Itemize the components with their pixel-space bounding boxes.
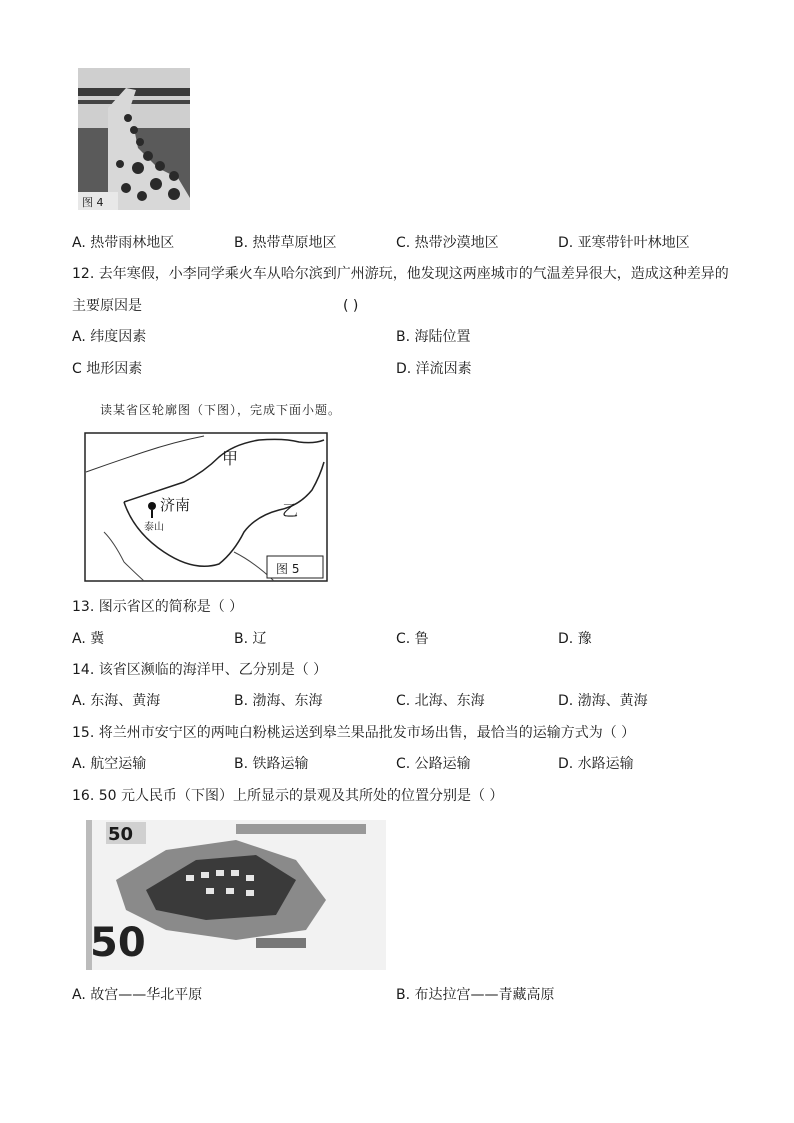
q13-stem: 13. 图示省区的简称是（ ） [72,599,244,615]
q15-option-b[interactable]: B. 铁路运输 [234,756,309,772]
q12-option-b[interactable]: B. 海陆位置 [396,329,471,345]
q11-option-c[interactable]: C. 热带沙漠地区 [396,235,499,251]
q16-option-a[interactable]: A. 故宫——华北平原 [72,987,203,1003]
q13-option-d[interactable]: D. 豫 [558,631,592,647]
q13-option-b[interactable]: B. 辽 [234,631,267,647]
q12-option-a[interactable]: A. 纬度因素 [72,329,147,345]
q13-option-c[interactable]: C. 鲁 [396,631,429,647]
figure-5-province-map [84,432,328,582]
q14-option-c[interactable]: C. 北海、东海 [396,693,485,709]
map-label-jinan: 济南 [160,496,191,514]
q14-option-b[interactable]: B. 渤海、东海 [234,693,323,709]
q14-option-a[interactable]: A. 东海、黄海 [72,693,161,709]
map-label-jia: 甲 [222,449,239,468]
q11-option-d[interactable]: D. 亚寒带针叶林地区 [558,235,690,251]
q15-option-a[interactable]: A. 航空运输 [72,756,147,772]
q11-option-a[interactable]: A. 热带雨林地区 [72,235,175,251]
q13-option-a[interactable]: A. 冀 [72,631,105,647]
banknote-denomination-bottom: 50 [90,920,146,966]
q14-option-d[interactable]: D. 渤海、黄海 [558,693,648,709]
q14-stem: 14. 该省区濒临的海洋甲、乙分别是（ ） [72,662,328,678]
q16-option-b[interactable]: B. 布达拉宫——青藏高原 [396,987,555,1003]
figure-4-giraffe-photo [78,68,190,210]
giraffe-image [78,68,190,210]
q12-option-c[interactable]: C 地形因素 [72,361,143,377]
banknote-denomination-top: 50 [108,824,134,845]
map-instruction: 读某省区轮廓图（下图），完成下面小题。 [100,403,342,417]
banknote-image [86,820,386,970]
map-label-taishan: 泰山 [144,522,164,533]
q15-stem: 15. 将兰州市安宁区的两吨白粉桃运送到皋兰果品批发市场出售，最恰当的运输方式为（ ） [72,725,636,741]
figure-5-label: 图 5 [276,562,300,576]
q11-option-b[interactable]: B. 热带草原地区 [234,235,337,251]
q15-option-d[interactable]: D. 水路运输 [558,756,634,772]
q12-option-d[interactable]: D. 洋流因素 [396,361,472,377]
q16-stem: 16. 50 元人民币（下图）上所显示的景观及其所处的位置分别是（ ） [72,788,504,804]
figure-4-label: 图 4 [82,196,104,209]
q15-option-c[interactable]: C. 公路运输 [396,756,471,772]
q12-stem-line2: 主要原因是 [72,298,142,314]
q12-answer-bracket: ( ) [343,298,359,314]
q12-stem-line1: 12. 去年寒假，小李同学乘火车从哈尔滨到广州游玩，他发现这两座城市的气温差异很大，造成这种差异的 [72,266,729,282]
map-label-yi: 乙 [282,501,299,520]
